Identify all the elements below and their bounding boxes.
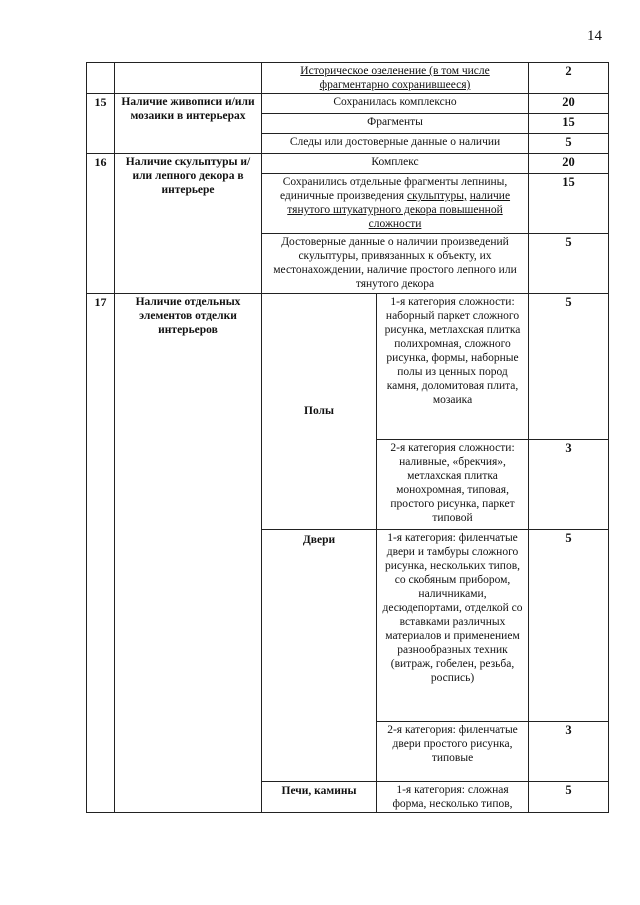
item-text: Достоверные данные о наличии произведений скульптуры, привязанных к объекту, их местонахождении, наличие простого лепного или тянутого декора bbox=[262, 234, 529, 294]
category-text: 1-я категория: сложная форма, несколько типов, bbox=[377, 782, 529, 813]
item-text: Фрагменты bbox=[262, 114, 529, 134]
score-cell: 5 bbox=[529, 294, 609, 440]
score-cell: 20 bbox=[529, 94, 609, 114]
table-row bbox=[87, 154, 609, 174]
table-row bbox=[87, 94, 609, 114]
item-text: Комплекс bbox=[262, 154, 529, 174]
row-number: 15 bbox=[87, 94, 115, 154]
item-text bbox=[262, 63, 529, 94]
item-text-line: Историческое озеленение (в том числе bbox=[300, 65, 490, 77]
score-cell: 5 bbox=[529, 234, 609, 294]
score-cell: 5 bbox=[529, 530, 609, 722]
item-text-line: фрагментарно сохранившееся) bbox=[319, 79, 471, 91]
table-row bbox=[87, 294, 609, 440]
subcategory-stoves: Печи, камины bbox=[262, 782, 377, 813]
page-number: 14 bbox=[587, 28, 602, 44]
item-text-part: скульптуры, bbox=[406, 190, 467, 202]
score-cell: 15 bbox=[529, 114, 609, 134]
score-cell: 5 bbox=[529, 782, 609, 813]
category-text: 1-я категория: филенчатые двери и тамбуры сложного рисунка, нескольких типов, со скобяным прибором, наличниками, десюдепортами, отделкой со вставками различных материалов и применением разнообразных техник (витраж, гобелен, резьба, роспись) bbox=[377, 530, 529, 722]
item-text-part: Сохранились отдельные фрагменты лепнины, единичные произведения bbox=[279, 176, 508, 202]
criterion-name: Наличие скульптуры и/или лепного декора в интерьере bbox=[115, 154, 262, 294]
row-number-cell bbox=[87, 63, 115, 94]
category-text: 2-я категория: филенчатые двери простого рисунка, типовые bbox=[377, 722, 529, 782]
score-cell: 2 bbox=[529, 63, 609, 94]
item-text-part: наличие тянутого штукатурного декора повышенной сложности bbox=[287, 190, 511, 230]
score-cell: 20 bbox=[529, 154, 609, 174]
item-text: Сохранилась комплексно bbox=[262, 94, 529, 114]
score-cell: 3 bbox=[529, 440, 609, 530]
criterion-name-cell bbox=[115, 63, 262, 94]
row-number: 16 bbox=[87, 154, 115, 294]
score-cell: 15 bbox=[529, 174, 609, 234]
criteria-table bbox=[86, 62, 609, 813]
score-cell: 5 bbox=[529, 134, 609, 154]
table-row bbox=[87, 63, 609, 94]
subcategory-floors: Полы bbox=[262, 294, 377, 530]
subcategory-doors: Двери bbox=[262, 530, 377, 782]
criterion-name: Наличие живописи и/или мозаики в интерьерах bbox=[115, 94, 262, 154]
category-text: 2-я категория сложности: наливные, «брекчия», метлахская плитка монохромная, типовая, простого рисунка, паркет типовой bbox=[377, 440, 529, 530]
item-text bbox=[262, 174, 529, 234]
criterion-name: Наличие отдельных элементов отделки интерьеров bbox=[115, 294, 262, 813]
score-cell: 3 bbox=[529, 722, 609, 782]
category-text: 1-я категория сложности: наборный паркет сложного рисунка, метлахская плитка полихромная, сложного рисунка, формы, наборные полы из ценных пород камня, доломитовая плита, мозаика bbox=[377, 294, 529, 440]
item-text: Следы или достоверные данные о наличии bbox=[262, 134, 529, 154]
row-number: 17 bbox=[87, 294, 115, 813]
